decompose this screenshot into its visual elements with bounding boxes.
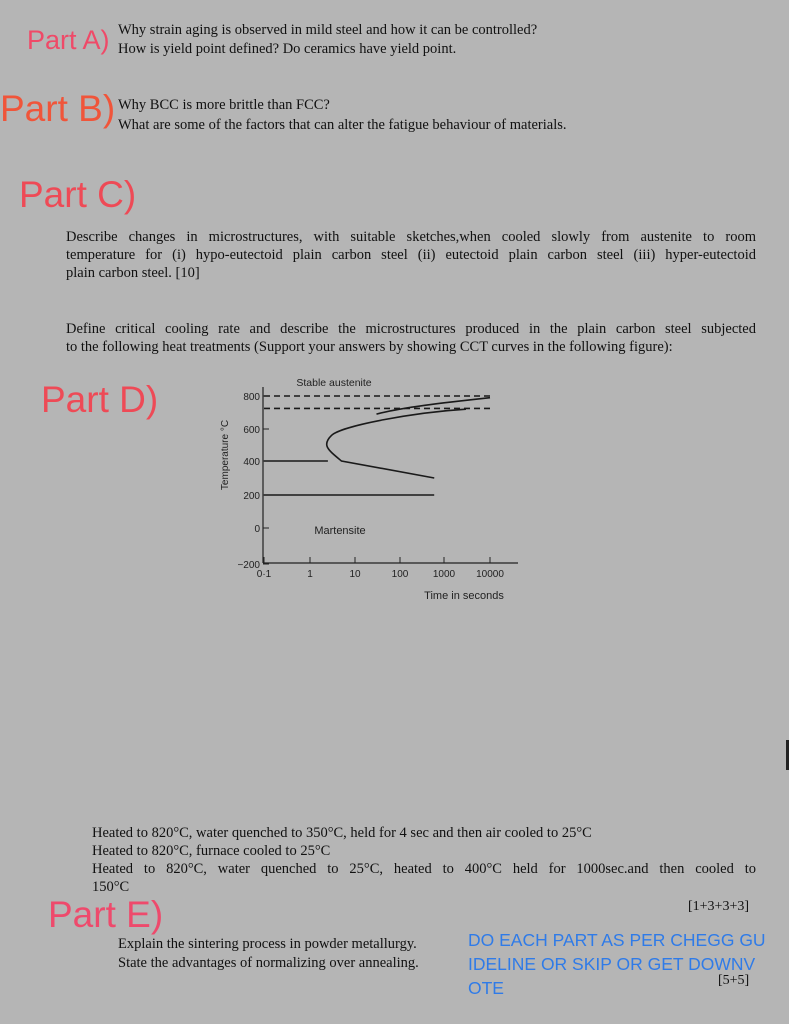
note-line: OTE bbox=[468, 978, 504, 998]
part-d-label: Part D) bbox=[41, 379, 159, 420]
part-a-question-1: Why strain aging is observed in mild steel and how it can be controlled? bbox=[118, 22, 538, 38]
y-tick-label: 200 bbox=[243, 491, 260, 502]
x-axis-label: Time in seconds bbox=[424, 590, 504, 602]
part-a-question-2: How is yield point defined? Do ceramics have yield point. bbox=[118, 41, 457, 57]
part-c-line: Describe changes in microstructures, with suitable sketches,when cooled slowly from austenite to room bbox=[66, 229, 756, 245]
y-tick-label: 800 bbox=[243, 392, 260, 403]
y-tick-label: 400 bbox=[243, 457, 260, 468]
y-tick-label: 600 bbox=[243, 425, 260, 436]
treatment-line: Heated to 820°C, water quenched to 25°C, heated to 400°C held for 1000sec.and then cooled to bbox=[92, 861, 756, 877]
x-tick-label: 10000 bbox=[476, 569, 504, 580]
part-c-line: plain carbon steel. [10] bbox=[66, 265, 200, 281]
part-e-label: Part E) bbox=[48, 894, 164, 935]
part-d-treatments bbox=[92, 824, 756, 896]
y-tick-label: 0 bbox=[254, 524, 260, 535]
annotation-stable-austenite: Stable austenite bbox=[296, 377, 372, 389]
note-line: DO EACH PART AS PER CHEGG GU bbox=[468, 930, 766, 950]
y-tick-label: −200 bbox=[237, 560, 260, 571]
part-c-label: Part C) bbox=[19, 174, 137, 215]
x-tick-label: 1 bbox=[307, 569, 313, 580]
part-d-line: to the following heat treatments (Support your answers by showing CCT curves in the following figure): bbox=[66, 339, 673, 355]
note-line: IDELINE OR SKIP OR GET DOWNV bbox=[468, 954, 756, 974]
x-tick-label: 0·1 bbox=[256, 569, 272, 580]
part-b-label: Part B) bbox=[0, 88, 116, 129]
part-b-question-1: Why BCC is more brittle than FCC? bbox=[118, 97, 330, 113]
series-transformation-start-c-curve- bbox=[327, 409, 466, 478]
treatment-line: Heated to 820°C, furnace cooled to 25°C bbox=[92, 843, 331, 859]
annotation-martensite: Martensite bbox=[314, 525, 366, 537]
part-e-question-1: Explain the sintering process in powder metallurgy. bbox=[118, 936, 417, 952]
part-c-line: temperature for (i) hypo-eutectoid plain carbon steel (ii) eutectoid plain carbon steel (iii) hyper-eutectoid bbox=[66, 247, 756, 263]
part-a-label: Part A) bbox=[27, 25, 110, 55]
x-tick-label: 100 bbox=[391, 569, 409, 580]
part-e-question-2: State the advantages of normalizing over annealing. bbox=[118, 955, 419, 971]
part-d-marks: [1+3+3+3] bbox=[688, 899, 750, 914]
treatment-line: Heated to 820°C, water quenched to 350°C, held for 4 sec and then air cooled to 25°C bbox=[92, 825, 592, 841]
cct-chart bbox=[200, 365, 530, 610]
part-e-marks: [5+5] bbox=[718, 973, 750, 988]
part-d-line: Define critical cooling rate and describe the microstructures produced in the plain carbon steel subjected bbox=[66, 321, 756, 337]
part-d-paragraph bbox=[66, 320, 756, 356]
part-b-question-2: What are some of the factors that can alter the fatigue behaviour of materials. bbox=[118, 117, 567, 133]
chegg-note bbox=[468, 928, 766, 1000]
part-c-paragraph bbox=[66, 228, 756, 282]
x-tick-label: 1000 bbox=[432, 569, 456, 580]
treatment-line: 150°C bbox=[92, 879, 130, 895]
x-tick-label: 10 bbox=[349, 569, 361, 580]
y-axis-label: Temperature °C bbox=[220, 419, 231, 491]
